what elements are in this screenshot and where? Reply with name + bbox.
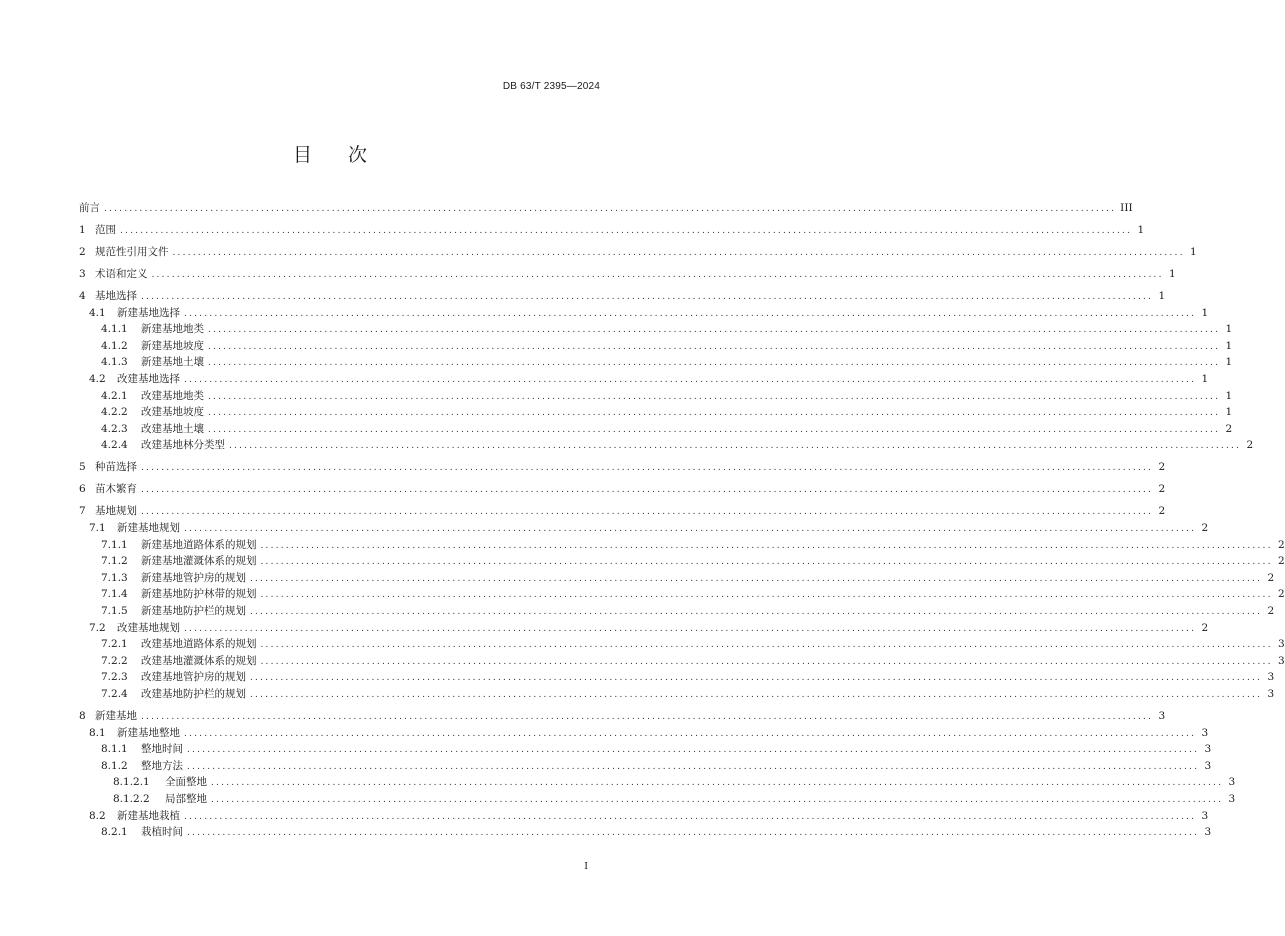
toc-leader-dots: ........................................................................................................................................................................................................: [250, 690, 1263, 700]
toc-leader-dots: ........................................................................................................................................................................................................: [172, 248, 1185, 258]
toc-entry[interactable]: [101, 824, 1212, 839]
toc-leader-dots: ........................................................................................................................................................................................................: [260, 640, 1273, 651]
toc-leader-dots: ........................................................................................................................................................................................................: [120, 226, 1133, 236]
toc-entry[interactable]: [101, 537, 1285, 552]
toc-entry-page: 1: [1225, 339, 1233, 352]
toc-entry-number: 4.1.1: [101, 323, 128, 336]
toc-entry-page: 2: [1277, 555, 1285, 568]
toc-leader-dots: ........................................................................................................................................................................................................: [208, 358, 1221, 369]
toc-entry-label: 新建基地坡度: [141, 339, 204, 352]
toc-entry[interactable]: [89, 371, 1209, 386]
toc-entry[interactable]: [89, 808, 1209, 823]
document-code: DB 63/T 2395—2024: [502, 81, 600, 92]
toc-entry[interactable]: [101, 421, 1233, 436]
toc-entry-number: 7.2: [89, 621, 106, 634]
toc-entry-number: 8.1: [89, 726, 106, 739]
toc-leader-dots: ........................................................................................................................................................................................................: [184, 524, 1197, 534]
toc-leader-dots: ........................................................................................................................................................................................................: [211, 795, 1224, 805]
toc-leader-dots: ........................................................................................................................................................................................................: [260, 656, 1273, 667]
toc-entry-label: 规范性引用文件: [95, 246, 169, 258]
toc-leader-dots: ........................................................................................................................................................................................................: [141, 485, 1154, 496]
toc-entry-page: 3: [1204, 826, 1212, 839]
toc-entry-label: 新建基地栽植: [117, 809, 180, 822]
toc-entry-label: 改建基地灌溉体系的规划: [141, 654, 257, 667]
toc-entry-page: 3: [1204, 759, 1212, 772]
toc-entry-number: 7.1: [89, 522, 106, 534]
toc-entry-page: 3: [1204, 743, 1212, 756]
toc-entry-label: 新建基地道路体系的规划: [141, 538, 257, 551]
toc-entry-label: 改建基地防护栏的规划: [141, 688, 246, 700]
toc-entry-number: 4.1.3: [101, 356, 128, 369]
toc-entry-number: 4: [79, 290, 86, 302]
toc-entry-label: 新建基地: [95, 710, 137, 722]
toc-entry-label: 新建基地选择: [117, 306, 180, 319]
toc-entry-page: 1: [1225, 406, 1233, 419]
toc-entry-label: 基地选择: [95, 290, 137, 302]
toc-entry[interactable]: [79, 288, 1166, 303]
toc-entry-page: 1: [1225, 389, 1233, 402]
toc-entry-label: 术语和定义: [95, 268, 148, 280]
toc-entry-label: 改建基地道路体系的规划: [141, 638, 257, 651]
toc-entry-label: 改建基地林分类型: [141, 439, 225, 452]
toc-entry[interactable]: [79, 200, 1133, 215]
toc-entry-label: 改建基地土壤: [141, 422, 204, 435]
table-of-contents: [79, 200, 1285, 840]
toc-entry[interactable]: [101, 570, 1275, 585]
toc-entry-number: 7.1.4: [101, 588, 128, 601]
toc-leader-dots: ........................................................................................................................................................................................................: [184, 308, 1197, 319]
toc-entry-page: 2: [1158, 483, 1166, 496]
toc-entry-number: 3: [79, 268, 86, 280]
toc-entry-label: 改建基地选择: [117, 373, 180, 385]
toc-entry-number: 7.1.3: [101, 571, 128, 584]
toc-entry[interactable]: [101, 741, 1212, 756]
toc-entry-number: 4.2: [89, 373, 106, 385]
toc-leader-dots: ........................................................................................................................................................................................................: [184, 375, 1197, 385]
toc-leader-dots: ........................................................................................................................................................................................................: [260, 590, 1273, 601]
toc-entry-number: 7.2.4: [101, 688, 128, 700]
toc-leader-dots: ........................................................................................................................................................................................................: [141, 292, 1154, 302]
toc-leader-dots: ........................................................................................................................................................................................................: [208, 391, 1221, 402]
toc-entry-page: 2: [1277, 588, 1285, 601]
toc-entry-page: 2: [1158, 461, 1166, 474]
toc-entry-label: 新建基地规划: [117, 522, 180, 534]
toc-entry[interactable]: [79, 459, 1166, 474]
toc-entry-page: 2: [1267, 605, 1275, 617]
toc-entry-page: III: [1120, 202, 1133, 214]
toc-entry-label: 新建基地管护房的规划: [141, 571, 246, 584]
toc-entry-number: 7: [79, 505, 86, 518]
toc-entry-label: 苗木繁育: [95, 483, 137, 496]
toc-entry-label: 局部整地: [165, 793, 207, 805]
toc-entry-label: 栽植时间: [141, 826, 183, 839]
toc-leader-dots: ........................................................................................................................................................................................................: [104, 204, 1117, 214]
toc-leader-dots: ........................................................................................................................................................................................................: [211, 778, 1224, 789]
toc-entry-label: 整地时间: [141, 743, 183, 756]
toc-entry-label: 范围: [95, 224, 116, 236]
toc-entry-number: 7.2.2: [101, 654, 128, 667]
toc-entry-number: 1: [79, 224, 86, 236]
toc-entry-page: 3: [1267, 671, 1275, 684]
toc-entry-number: 7.1.1: [101, 538, 128, 551]
toc-entry[interactable]: [79, 266, 1176, 281]
toc-entry[interactable]: [79, 708, 1166, 723]
toc-leader-dots: ........................................................................................................................................................................................................: [184, 728, 1197, 739]
toc-leader-dots: ........................................................................................................................................................................................................: [187, 745, 1200, 756]
toc-entry-number: 8.1.2: [101, 759, 128, 772]
page-number: I: [584, 861, 588, 872]
toc-entry[interactable]: [79, 503, 1166, 518]
toc-entry-number: 6: [79, 483, 86, 496]
toc-entry-label: 新建基地防护林带的规划: [141, 588, 257, 601]
toc-entry-page: 3: [1158, 710, 1166, 722]
title-char-2: 次: [348, 144, 370, 166]
toc-leader-dots: ........................................................................................................................................................................................................: [184, 811, 1197, 822]
toc-entry-page: 3: [1201, 726, 1209, 739]
toc-entry-number: 4.1.2: [101, 339, 128, 352]
toc-entry-page: 1: [1201, 373, 1209, 385]
toc-entry-page: 1: [1201, 306, 1209, 319]
toc-entry[interactable]: [101, 404, 1233, 419]
toc-entry[interactable]: [79, 481, 1166, 496]
toc-entry-label: 改建基地坡度: [141, 406, 204, 419]
title-char-1: 目: [292, 144, 314, 166]
toc-entry-page: 1: [1168, 268, 1176, 280]
toc-entry-page: 1: [1189, 246, 1197, 258]
toc-entry[interactable]: [113, 791, 1236, 806]
toc-leader-dots: ........................................................................................................................................................................................................: [141, 463, 1154, 474]
toc-leader-dots: ........................................................................................................................................................................................................: [250, 607, 1263, 617]
toc-entry[interactable]: [89, 620, 1209, 635]
toc-entry[interactable]: [101, 388, 1233, 403]
toc-entry[interactable]: [101, 603, 1275, 618]
toc-entry-number: 7.2.1: [101, 638, 128, 651]
toc-entry-page: 3: [1201, 809, 1209, 822]
toc-entry[interactable]: [101, 586, 1285, 601]
toc-entry-label: 改建基地规划: [117, 621, 180, 634]
toc-entry-label: 新建基地地类: [141, 323, 204, 336]
toc-leader-dots: ........................................................................................................................................................................................................: [141, 507, 1154, 518]
toc-entry-page: 3: [1277, 638, 1285, 651]
toc-entry-page: 2: [1201, 621, 1209, 634]
toc-leader-dots: ........................................................................................................................................................................................................: [141, 712, 1154, 722]
toc-entry-page: 1: [1137, 224, 1145, 236]
toc-entry-number: 8.1.2.2: [113, 793, 150, 805]
toc-leader-dots: ........................................................................................................................................................................................................: [184, 623, 1197, 634]
page-title: [0, 140, 662, 167]
toc-entry-number: 5: [79, 461, 86, 474]
toc-entry-label: 新建基地防护栏的规划: [141, 605, 246, 617]
toc-entry-label: 全面整地: [165, 776, 207, 789]
toc-leader-dots: ........................................................................................................................................................................................................: [229, 441, 1242, 452]
toc-entry-number: 4.2.4: [101, 439, 128, 452]
toc-entry[interactable]: [101, 437, 1254, 452]
toc-entry-number: 8: [79, 710, 86, 722]
toc-entry-page: 2: [1246, 439, 1254, 452]
toc-entry-page: 2: [1225, 422, 1233, 435]
toc-entry-number: 4.2.1: [101, 389, 128, 402]
toc-entry[interactable]: [101, 354, 1233, 369]
toc-leader-dots: ........................................................................................................................................................................................................: [208, 325, 1221, 336]
toc-entry-number: 7.2.3: [101, 671, 128, 684]
toc-entry-page: 2: [1267, 571, 1275, 584]
toc-entry-number: 2: [79, 246, 86, 258]
toc-entry-number: 8.1.2.1: [113, 776, 150, 789]
toc-entry-number: 4.2.2: [101, 406, 128, 419]
toc-entry-page: 2: [1158, 505, 1166, 518]
toc-leader-dots: ........................................................................................................................................................................................................: [187, 761, 1200, 772]
toc-entry-number: 8.1.1: [101, 743, 128, 756]
toc-entry-label: 新建基地整地: [117, 726, 180, 739]
toc-entry-number: 7.1.2: [101, 555, 128, 568]
toc-entry-label: 改建基地地类: [141, 389, 204, 402]
toc-entry-label: 整地方法: [141, 759, 183, 772]
toc-entry[interactable]: [89, 305, 1209, 320]
toc-leader-dots: ........................................................................................................................................................................................................: [250, 573, 1263, 584]
toc-entry-page: 1: [1158, 290, 1166, 302]
toc-entry[interactable]: [89, 520, 1209, 535]
toc-entry-number: 7.1.5: [101, 605, 128, 617]
toc-entry[interactable]: [89, 725, 1209, 740]
toc-entry[interactable]: [101, 636, 1285, 651]
toc-entry[interactable]: [101, 338, 1233, 353]
toc-entry-number: 4.2.3: [101, 422, 128, 435]
toc-leader-dots: ........................................................................................................................................................................................................: [208, 424, 1221, 435]
toc-leader-dots: ........................................................................................................................................................................................................: [260, 557, 1273, 568]
toc-entry[interactable]: [79, 244, 1197, 259]
toc-entry[interactable]: [101, 553, 1285, 568]
toc-entry-page: 1: [1225, 356, 1233, 369]
toc-leader-dots: ........................................................................................................................................................................................................: [208, 408, 1221, 419]
toc-entry-page: 3: [1267, 688, 1275, 700]
toc-entry-number: 4.1: [89, 306, 106, 319]
toc-entry[interactable]: [101, 669, 1275, 684]
toc-entry[interactable]: [101, 758, 1212, 773]
toc-entry[interactable]: [101, 321, 1233, 336]
toc-entry-label: 新建基地灌溉体系的规划: [141, 555, 257, 568]
toc-leader-dots: ........................................................................................................................................................................................................: [260, 540, 1273, 551]
toc-entry-page: 2: [1277, 538, 1285, 551]
toc-entry-number: 8.2: [89, 809, 106, 822]
toc-entry-page: 1: [1225, 323, 1233, 336]
toc-entry-label: 改建基地管护房的规划: [141, 671, 246, 684]
toc-entry-number: 8.2.1: [101, 826, 128, 839]
toc-entry-page: 3: [1228, 776, 1236, 789]
toc-entry[interactable]: [101, 686, 1275, 701]
toc-entry-label: 前言: [79, 202, 100, 214]
toc-entry[interactable]: [79, 222, 1145, 237]
toc-entry-label: 种苗选择: [95, 461, 137, 474]
toc-entry-page: 3: [1277, 654, 1285, 667]
toc-entry-page: 2: [1201, 522, 1209, 534]
toc-leader-dots: ........................................................................................................................................................................................................: [250, 673, 1263, 684]
toc-entry-page: 3: [1228, 793, 1236, 805]
toc-entry[interactable]: [101, 653, 1285, 668]
toc-entry-label: 新建基地土壤: [141, 356, 204, 369]
toc-entry-label: 基地规划: [95, 505, 137, 518]
toc-leader-dots: ........................................................................................................................................................................................................: [208, 341, 1221, 352]
toc-leader-dots: ........................................................................................................................................................................................................: [151, 270, 1164, 280]
toc-entry[interactable]: [113, 774, 1236, 789]
toc-leader-dots: ........................................................................................................................................................................................................: [187, 828, 1200, 839]
